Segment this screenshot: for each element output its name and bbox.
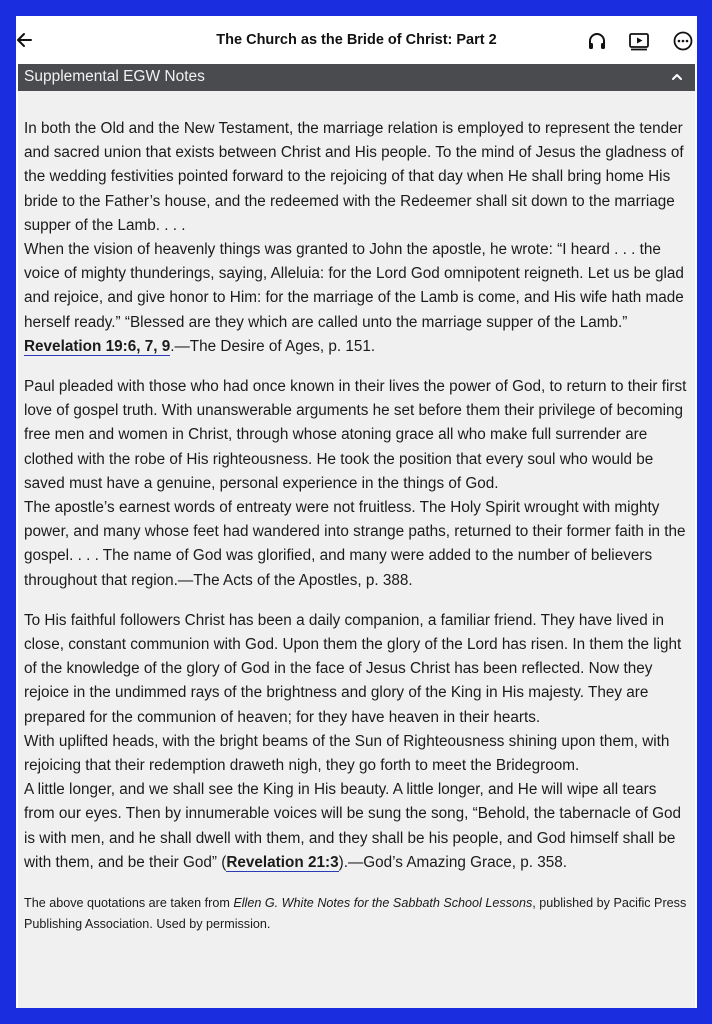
book-title: Ellen G. White Notes for the Sabbath School Lessons	[233, 896, 533, 911]
notes-content	[18, 91, 695, 1008]
more-options-icon[interactable]	[672, 30, 694, 52]
top-bar	[16, 16, 697, 64]
app-window	[16, 16, 697, 1008]
permission-note	[18, 893, 695, 935]
scripture-link[interactable]: Revelation 21:3	[226, 853, 339, 871]
paragraph-text: A little longer, and we shall see the King in His beauty. A little longer, and He will wipe all tears from our eyes. Then by innumerable voices will be sung the song, “Behold, the tabernacle of God is with men, and he shall dwell with them, and they shall be his people, and God himself shall be with them, and be their God” (	[24, 781, 682, 871]
paragraph	[24, 238, 689, 359]
chevron-up-icon[interactable]	[669, 69, 685, 85]
section-title: Supplemental EGW Notes	[24, 68, 205, 85]
paragraph-text: .—The Desire of Ages, p. 151.	[170, 337, 376, 355]
paragraph: To His faithful followers Christ has been a daily companion, a familiar friend. They have lived in close, constant communion with God. Upon them the glory of the Lord has risen. In them the light of the knowledge of the glory of God in the face of Jesus Christ has been reflected. Now they rejoice in the undimmed rays of the brightness and glory of the King in His majesty. They are prepared for the communion of heaven; for they have heaven in their hearts.	[24, 611, 682, 726]
paragraph-text: When the vision of heavenly things was granted to John the apostle, he wrote: “I heard . . . the voice of mighty thunderings, saying, Alleluia: for the Lord God omnipotent reigneth. Let us be glad and rejoice, and give honor to Him: for the marriage of the Lamb is come, and His wife hath made herself ready.” “Blessed are they which are called unto the marriage supper of the Lamb.”	[24, 241, 684, 331]
footer-text: , published by Pacific Press Publishing Association. Used by permission.	[24, 896, 687, 932]
play-video-icon[interactable]	[628, 30, 650, 52]
paragraph: The apostle’s earnest words of entreaty were not fruitless. The Holy Spirit wrought with mighty power, and many whose feet had wandered into strange paths, returned to their former faith in the gospel. . . . The name of God was glorified, and many were added to the number of believers throughout that region.—The Acts of the Apostles, p. 388.	[24, 499, 686, 589]
scripture-link[interactable]: Revelation 19:6, 7, 9	[24, 337, 171, 355]
page-title: The Church as the Bride of Christ: Part 2	[216, 32, 497, 48]
notes-text	[18, 117, 695, 875]
paragraph: With uplifted heads, with the bright beams of the Sun of Righteousness shining upon them, with rejoicing that their redemption draweth nigh, they go forth to meet the Bridegroom.	[24, 732, 670, 775]
paragraph	[24, 778, 689, 875]
paragraph: Paul pleaded with those who had once known in their lives the power of God, to return to their first love of gospel truth. With unanswerable arguments he set before them their privilege of becoming free men and women in Christ, through whose atoning grace all who make full surrender are clothed with the robe of His righteousness. He took the position that every soul who would be saved must have a genuine, personal experience in the things of God.	[24, 378, 687, 492]
footer-text: The above quotations are taken from	[24, 896, 234, 911]
paragraph: In both the Old and the New Testament, the marriage relation is employed to represent the tender and sacred union that exists between Christ and His people. To the mind of Jesus the gladness of the wedding festivities pointed forward to the rejoicing of that day when He shall bring home His bride to the Father’s house, and the redeemed with the Redeemer shall sit down to the marriage supper of the Lamb. . . .	[24, 120, 684, 234]
headphones-icon[interactable]	[586, 30, 608, 52]
section-header[interactable]	[18, 64, 695, 91]
paragraph-text: ).—God’s Amazing Grace, p. 358.	[338, 853, 568, 871]
